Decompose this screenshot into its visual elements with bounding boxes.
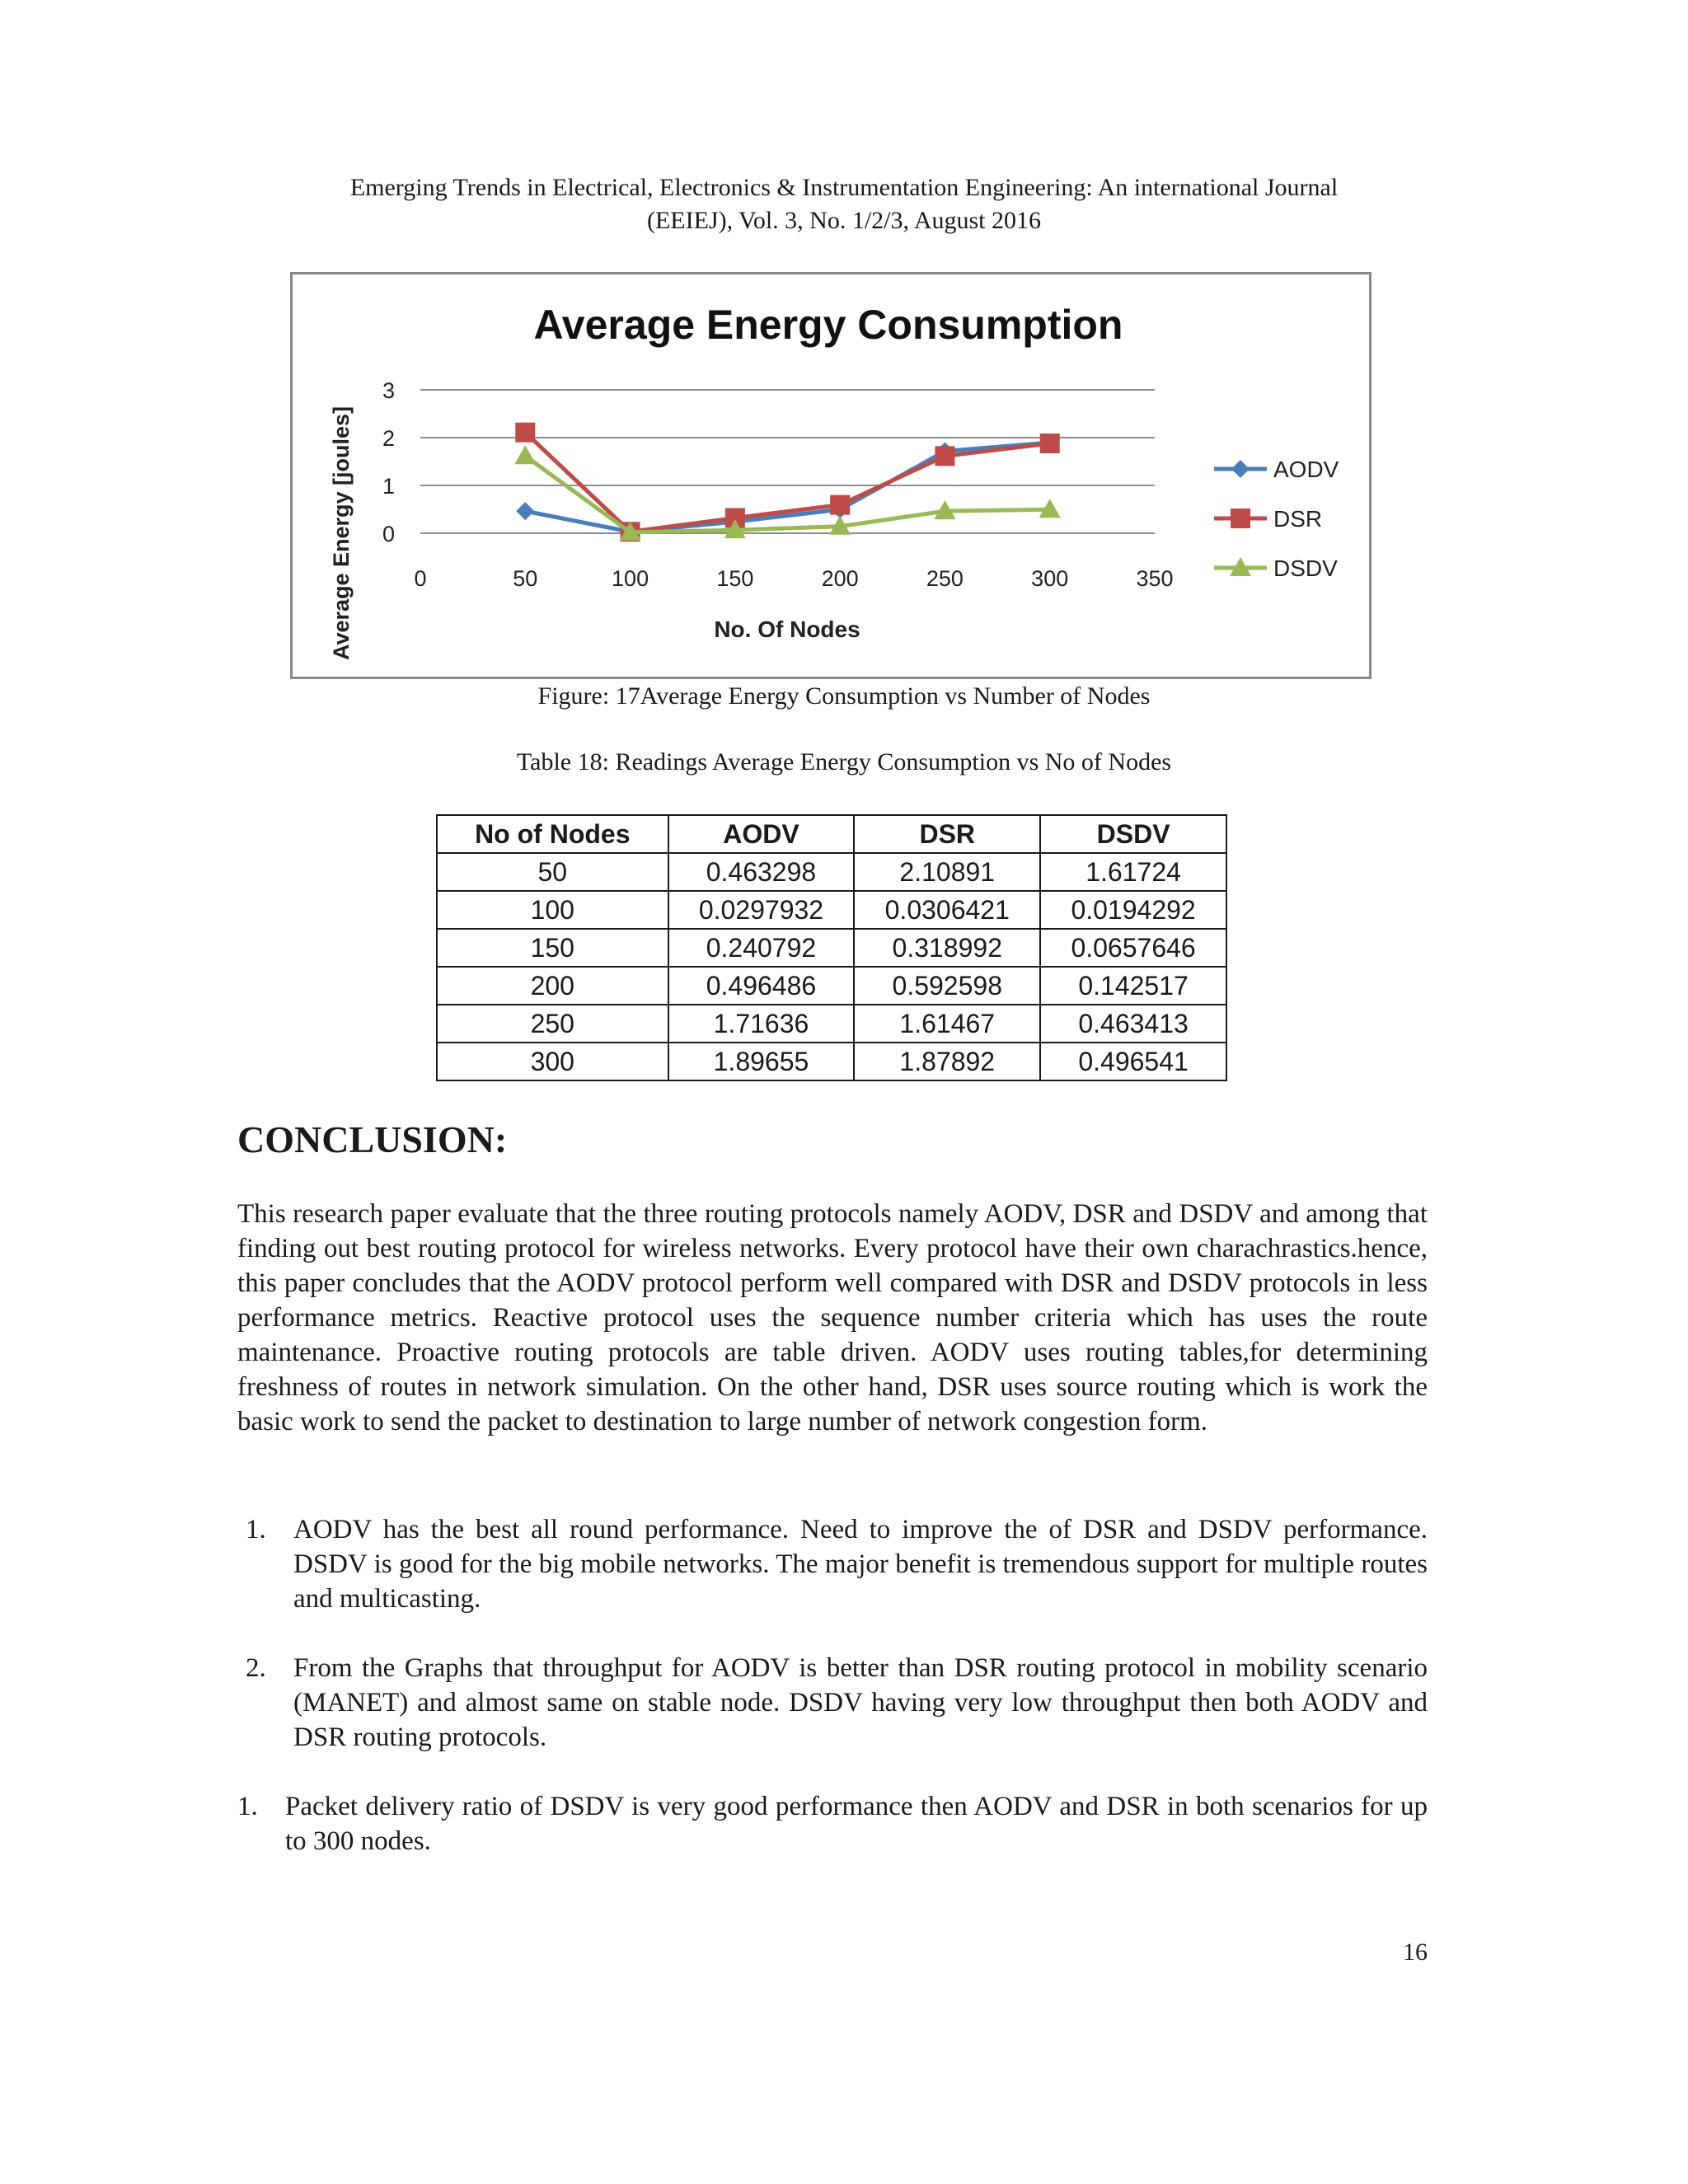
figure-caption: Figure: 17Average Energy Consumption vs Number of Nodes	[537, 682, 1151, 710]
page-number: 16	[1403, 1938, 1428, 1966]
list-item-text: Packet delivery ratio of DSDV is very good performance then AODV and DSR in both scenarios for up to 300 nodes.	[285, 1792, 1428, 1856]
table-row	[437, 929, 1226, 967]
data-point-aodv	[516, 502, 534, 520]
data-point-dsdv	[514, 445, 536, 464]
table-header-cell: No of Nodes	[437, 815, 668, 853]
table-cell: 0.463298	[668, 853, 855, 891]
legend-label: DSDV	[1273, 555, 1338, 581]
table-cell: 0.0306421	[854, 891, 1040, 929]
table-header-cell: DSR	[854, 815, 1040, 853]
table-cell: 0.463413	[1040, 1005, 1226, 1043]
table-cell: 0.496486	[668, 967, 855, 1005]
y-tick-label: 2	[382, 426, 395, 451]
conclusion-paragraph: This research paper evaluate that the three routing protocols namely AODV, DSR and DSDV and among that finding out best routing protocol for wireless networks. Every protocol have their own charachrastics.hence, this paper concludes that the AODV protocol perform well compared with DSR and DSDV protocols in less performance metrics. Reactive protocol uses the sequence number criteria which has uses the route maintenance. Proactive routing protocols are table driven. AODV uses routing tables,for determining freshness of routes in network simulation. On the other hand, DSR uses source routing which is work the basic work to send the packet to destination to large number of network congestion form.	[237, 1199, 1428, 1436]
table-cell: 1.71636	[668, 1005, 855, 1043]
table-cell: 200	[437, 967, 668, 1005]
data-point-dsr	[1040, 434, 1060, 453]
series-line-dsdv	[525, 456, 1049, 532]
table-caption: Table 18: Readings Average Energy Consumption vs No of Nodes	[516, 748, 1172, 776]
energy-chart	[293, 274, 1369, 677]
x-tick-label: 350	[1136, 566, 1174, 591]
table-header-cell: AODV	[668, 815, 855, 853]
data-point-dsr	[830, 495, 850, 515]
table-cell: 1.61724	[1040, 853, 1226, 891]
legend-marker	[1231, 460, 1250, 478]
data-point-dsr	[515, 423, 535, 443]
x-tick-label: 50	[513, 566, 538, 591]
table-cell: 150	[437, 929, 668, 967]
list-item-number: 1.	[237, 1792, 258, 1821]
y-axis-label: Average Energy [joules]	[329, 405, 354, 661]
legend-label: AODV	[1273, 457, 1339, 482]
list-item-text: AODV has the best all round performance. Need to improve the of DSR and DSDV performance. DSDV is good for the big mobile networks. The major benefit is tremendous support for multiple routes and multicasting.	[293, 1515, 1428, 1614]
data-point-dsr	[935, 446, 954, 466]
table-row	[437, 853, 1226, 891]
table-row	[437, 891, 1226, 929]
table-header-cell: DSDV	[1040, 815, 1226, 853]
series-line-aodv	[525, 443, 1049, 532]
table-cell: 1.87892	[854, 1043, 1040, 1080]
journal-header	[0, 171, 1688, 237]
y-tick-label: 0	[382, 522, 395, 546]
table-cell: 0.318992	[854, 929, 1040, 967]
table-cell: 0.0657646	[1040, 929, 1226, 967]
chart-frame	[290, 272, 1372, 679]
journal-header-line-2: (EEIEJ), Vol. 3, No. 1/2/3, August 2016	[646, 207, 1042, 234]
list-item-number: 2.	[246, 1653, 266, 1683]
y-tick-label: 3	[382, 378, 395, 403]
table-cell: 0.592598	[854, 967, 1040, 1005]
x-tick-label: 0	[414, 566, 427, 591]
table-cell: 0.496541	[1040, 1043, 1226, 1080]
table-cell: 250	[437, 1005, 668, 1043]
table-cell: 0.240792	[668, 929, 855, 967]
table-cell: 50	[437, 853, 668, 891]
x-tick-label: 200	[821, 566, 859, 591]
x-tick-label: 150	[716, 566, 754, 591]
chart-title: Average Energy Consumption	[533, 302, 1123, 348]
readings-table	[436, 814, 1227, 1081]
list-item-text: From the Graphs that throughput for AODV is better than DSR routing protocol in mobility scenario (MANET) and almost same on stable node. DSDV having very low throughput then both AODV and DSR routing protocols.	[293, 1653, 1428, 1752]
table-cell: 0.142517	[1040, 967, 1226, 1005]
table-row	[437, 1005, 1226, 1043]
x-tick-label: 100	[612, 566, 649, 591]
x-axis-label: No. Of Nodes	[714, 616, 860, 642]
conclusion-heading: CONCLUSION:	[237, 1118, 508, 1160]
table-row	[437, 1043, 1226, 1080]
table-cell: 300	[437, 1043, 668, 1080]
x-tick-label: 300	[1031, 566, 1069, 591]
table-cell: 0.0297932	[668, 891, 855, 929]
table-cell: 1.61467	[854, 1005, 1040, 1043]
table-header-row	[437, 815, 1226, 853]
x-tick-label: 250	[926, 566, 964, 591]
legend-label: DSR	[1273, 506, 1323, 532]
table-cell: 2.10891	[854, 853, 1040, 891]
table-cell: 100	[437, 891, 668, 929]
legend-marker	[1231, 509, 1250, 528]
journal-header-line-1: Emerging Trends in Electrical, Electronics & Instrumentation Engineering: An international Journal	[349, 174, 1339, 201]
table-row	[437, 967, 1226, 1005]
y-tick-label: 1	[382, 474, 395, 499]
list-item-number: 1.	[246, 1515, 266, 1544]
table-cell: 1.89655	[668, 1043, 855, 1080]
table-cell: 0.0194292	[1040, 891, 1226, 929]
